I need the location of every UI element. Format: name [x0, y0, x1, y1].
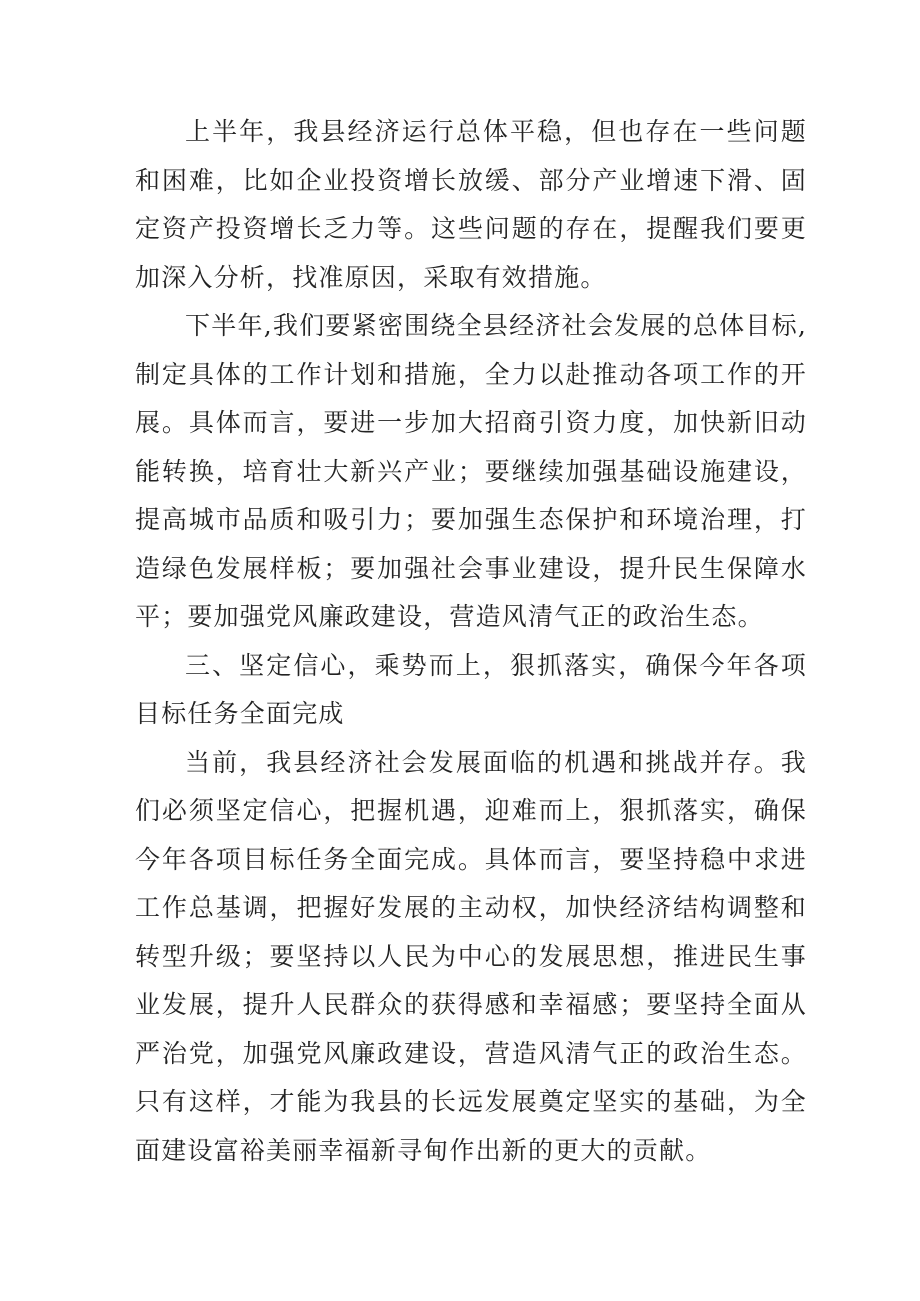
paragraph-second-half-year: 下半年,我们要紧密围绕全县经济社会发展的总体目标,制定具体的工作计划和措施，全力以赴推动各项工作的开展。具体而言，要进一步加大招商引资力度，加快新旧动能转换，培育壮大新兴产业；要继续加强基础设施建设，提高城市品质和吸引力；要加强生态保护和环境治理，打造绿色发展样板；要加强社会事业建设，提升民生保障水平；要加强党风廉政建设，营造风清气正的政治生态。: [135, 311, 807, 631]
section-heading-three: 三、坚定信心，乘势而上，狠抓落实，确保今年各项目标任务全面完成: [135, 650, 807, 728]
paragraph-current-situation: 当前，我县经济社会发展面临的机遇和挑战并存。我们必须坚定信心，把握机遇，迎难而上，狠抓落实，确保今年各项目标任务全面完成。具体而言，要坚持稳中求进工作总基调，把握好发展的主动权，加快经济结构调整和转型升级；要坚持以人民为中心的发展思想，推进民生事业发展，提升人民群众的获得感和幸福感；要坚持全面从严治党，加强党风廉政建设，营造风清气正的政治生态。只有这样，才能为我县的长远发展奠定坚实的基础，为全面建设富裕美丽幸福新寻甸作出新的更大的贡献。: [135, 747, 807, 1165]
document-body: [135, 108, 807, 1175]
paragraph-first-half-year: 上半年，我县经济运行总体平稳，但也存在一些问题和困难，比如企业投资增长放缓、部分产业增速下滑、固定资产投资增长乏力等。这些问题的存在，提醒我们要更加深入分析，找准原因，采取有效措施。: [135, 117, 807, 292]
